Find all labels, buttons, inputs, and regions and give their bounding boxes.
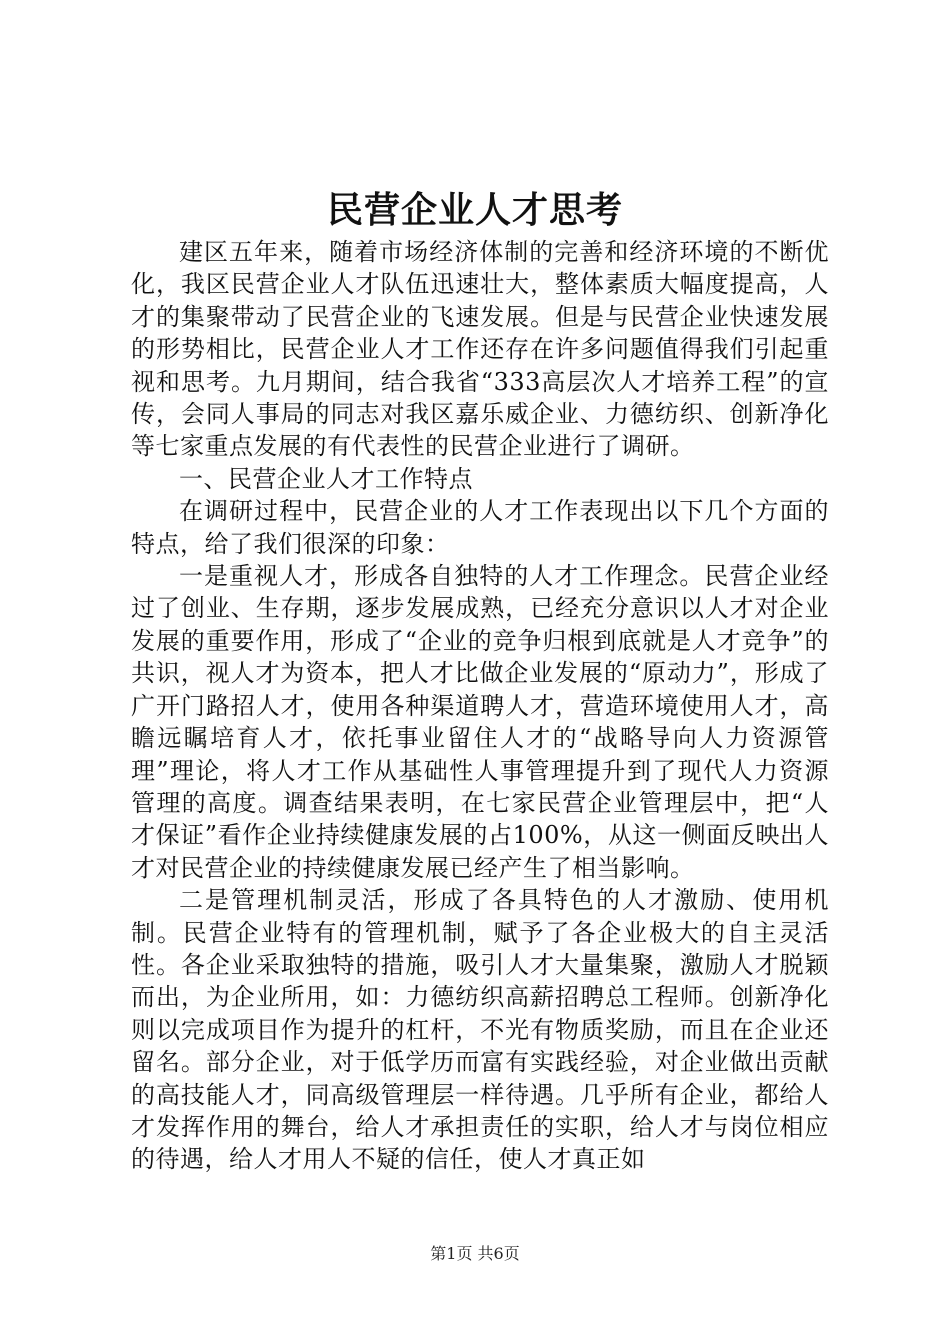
paragraph-overview: 在调研过程中，民营企业的人才工作表现出以下几个方面的特点，给了我们很深的印象： xyxy=(131,497,829,558)
paragraph-intro: 建区五年来，随着市场经济体制的完善和经济环境的不断优化，我区民营企业人才队伍迅速壮大，整体素质大幅度提高，人才的集聚带动了民营企业的飞速发展。但是与民营企业快速发展的形势相比，民营企业人才工作还存在许多问题值得我们引起重视和思考。九月期间，结合我省“333高层次人才培养工程”的宣传，会同人事局的同志对我区嘉乐威企业、力德纺织、创新净化等七家重点发展的有代表性的民营企业进行了调研。 xyxy=(131,238,829,461)
paragraph-point-one: 一是重视人才，形成各自独特的人才工作理念。民营企业经过了创业、生存期，逐步发展成熟，已经充分意识以人才对企业发展的重要作用，形成了“企业的竞争归根到底就是人才竞争”的共识，视人才为资本，把人才比做企业发展的“原动力”，形成了广开门路招人才，使用各种渠道聘人才，营造环境使用人才，高瞻远瞩培育人才，依托事业留住人才的“战略导向人力资源管理”理论，将人才工作从基础性人事管理提升到了现代人力资源管理的高度。调查结果表明，在七家民营企业管理层中，把“人才保证”看作企业持续健康发展的占100%，从这一侧面反映出人才对民营企业的持续健康发展已经产生了相当影响。 xyxy=(131,562,829,882)
paragraph-point-two: 二是管理机制灵活，形成了各具特色的人才激励、使用机制。民营企业特有的管理机制，赋予了各企业极大的自主灵活性。各企业采取独特的措施，吸引人才大量集聚，激励人才脱颖而出，为企业所用，如：力德纺织高薪招聘总工程师。创新净化则以完成项目作为提升的杠杆，不光有物质奖励，而且在企业还留名。部分企业，对于低学历而富有实践经验，对企业做出贡献的高技能人才，同高级管理层一样待遇。几乎所有企业，都给人才发挥作用的舞台，给人才承担责任的实职，给人才与岗位相应的待遇，给人才用人不疑的信任，使人才真正如 xyxy=(131,886,829,1174)
document-body xyxy=(131,236,829,1176)
page-footer: 第1页 共6页 xyxy=(430,1244,520,1263)
section-heading: 一、民营企业人才工作特点 xyxy=(179,464,473,493)
document-title: 民营企业人才思考 xyxy=(326,189,623,231)
